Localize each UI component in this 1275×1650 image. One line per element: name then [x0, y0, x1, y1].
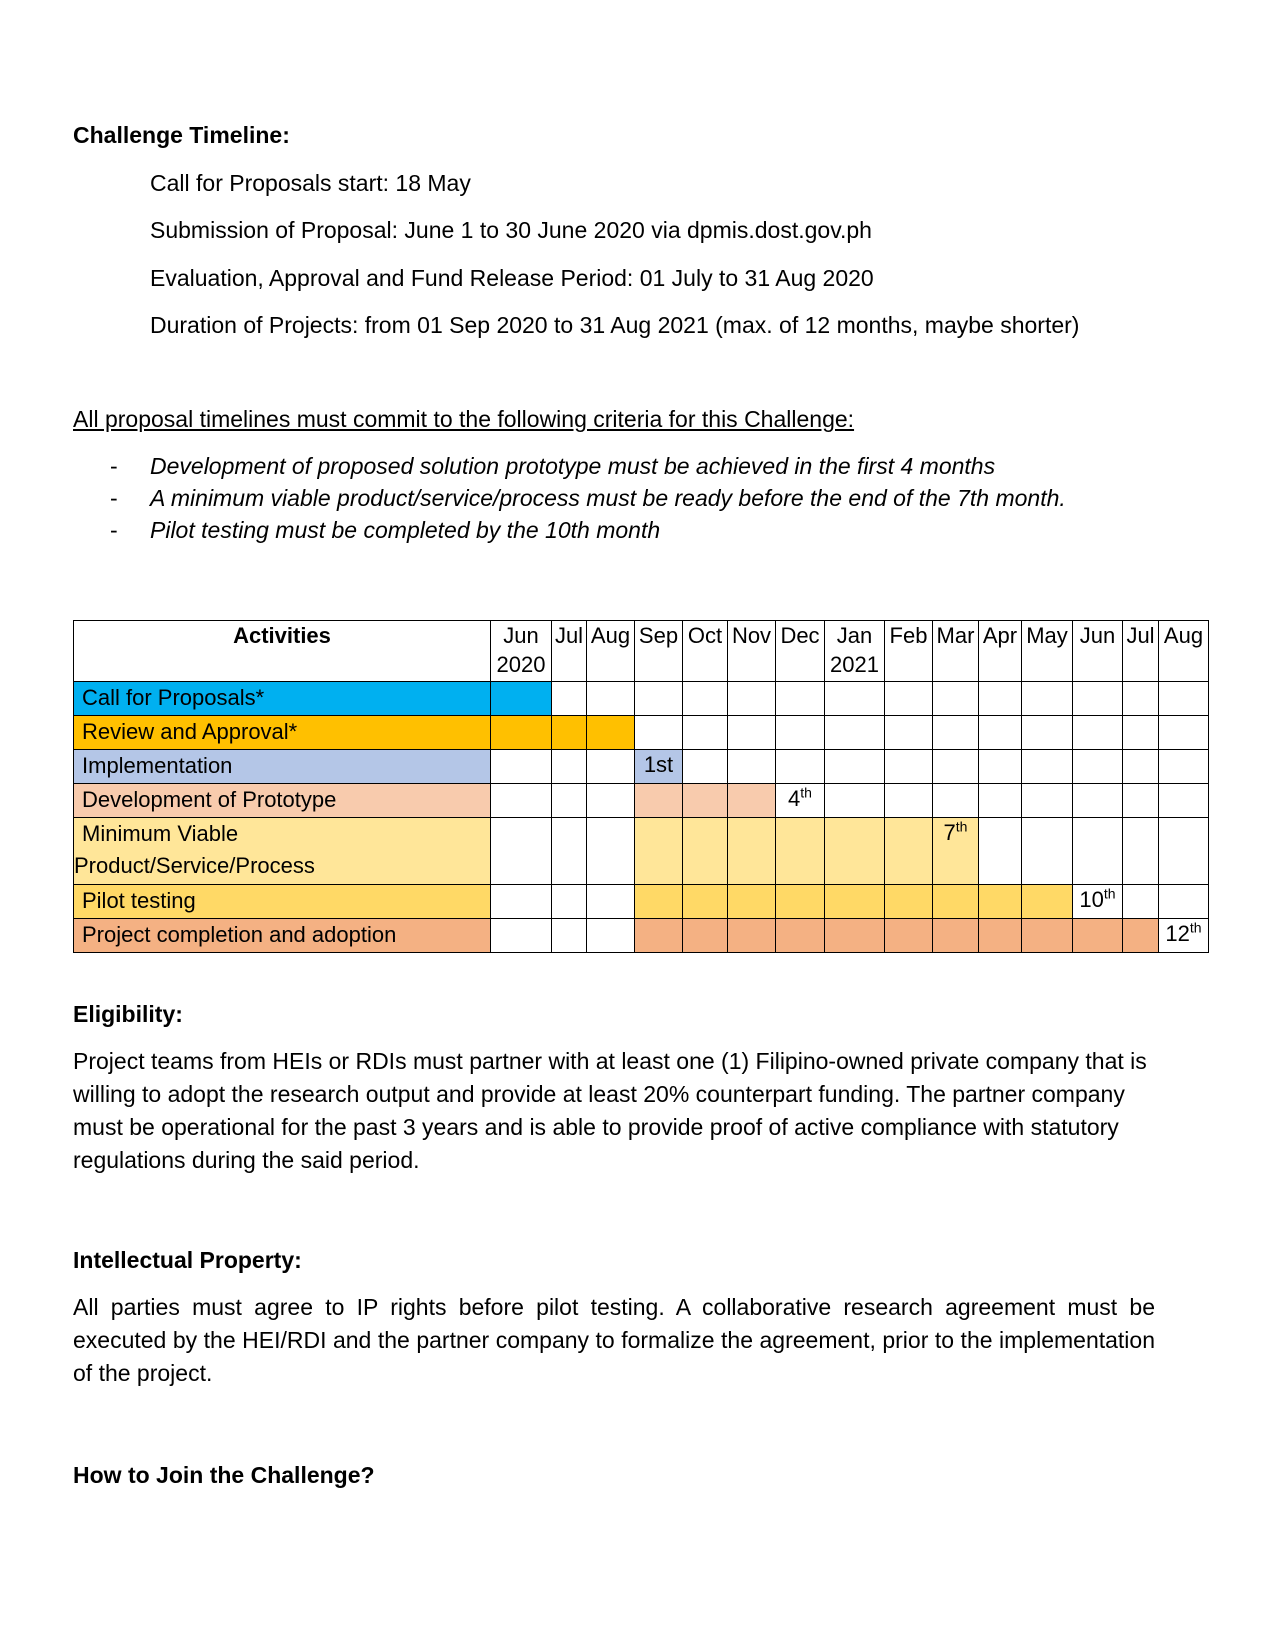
gantt-row — [74, 750, 1209, 784]
gantt-cell — [1159, 784, 1209, 818]
gantt-cell — [587, 818, 635, 885]
gantt-cell — [933, 750, 979, 784]
activity-label: Pilot testing — [74, 885, 491, 919]
activity-label: Project completion and adoption — [74, 919, 491, 953]
gantt-cell — [1022, 784, 1073, 818]
gantt-cell — [728, 919, 776, 953]
milestone-suffix: th — [800, 784, 812, 801]
milestone-suffix: th — [1189, 919, 1202, 936]
gantt-cell — [776, 682, 825, 716]
gantt-cell — [587, 750, 635, 784]
gantt-cell — [1123, 716, 1159, 750]
ip-text: All parties must agree to IP rights before pilot testing. A collaborative research agreement must be executed by the HEI/RDI and the partner company to formalize the agreement, prior to the implementation of the project. — [73, 1294, 1155, 1386]
gantt-cell — [683, 784, 728, 818]
gantt-cell — [933, 818, 979, 885]
month-label: Feb — [889, 623, 928, 648]
gantt-cell — [635, 784, 683, 818]
month-header — [1073, 621, 1123, 682]
gantt-cell — [933, 885, 979, 919]
gantt-cell — [776, 784, 825, 818]
gantt-cell — [552, 885, 587, 919]
gantt-row — [74, 682, 1209, 716]
gantt-cell — [635, 682, 683, 716]
year-label: 2021 — [830, 652, 879, 677]
gantt-cell — [1123, 885, 1159, 919]
milestone-label: 1st — [643, 752, 674, 777]
gantt-cell — [587, 784, 635, 818]
gantt-cell — [491, 885, 552, 919]
gantt-cell — [979, 919, 1022, 953]
gantt-header-row — [74, 621, 1209, 682]
gantt-cell — [776, 750, 825, 784]
bullet-dash: - — [110, 517, 118, 543]
gantt-cell — [635, 716, 683, 750]
timeline-evaluation-line: Evaluation, Approval and Fund Release Period: 01 July to 31 Aug 2020 — [150, 265, 874, 291]
gantt-cell — [587, 919, 635, 953]
timeline-call-line: Call for Proposals start: 18 May — [150, 170, 471, 196]
timeline-submission-line: Submission of Proposal: June 1 to 30 June 2020 via dpmis.dost.gov.ph — [150, 217, 872, 243]
gantt-cell — [979, 885, 1022, 919]
gantt-cell — [552, 919, 587, 953]
gantt-cell — [491, 784, 552, 818]
gantt-cell — [885, 919, 933, 953]
month-header — [1159, 621, 1209, 682]
gantt-cell — [1073, 784, 1123, 818]
gantt-row — [74, 818, 1209, 885]
month-label: Jun — [503, 623, 539, 648]
gantt-cell — [1073, 716, 1123, 750]
criteria-item: Pilot testing must be completed by the 10th month — [150, 517, 661, 543]
gantt-cell — [979, 818, 1022, 885]
gantt-cell — [587, 716, 635, 750]
eligibility-text: Project teams from HEIs or RDIs must partner with at least one (1) Filipino-owned private company that is willing to adopt the research output and provide at least 20% counterpart funding. The partner company must be operational for the past 3 years and is able to provide proof of active compliance with statutory regulations during the said period. — [73, 1048, 1147, 1173]
join-heading: How to Join the Challenge? — [73, 1462, 375, 1488]
gantt-cell — [1022, 885, 1073, 919]
gantt-cell — [1159, 750, 1209, 784]
activity-label: Call for Proposals* — [74, 682, 491, 716]
gantt-cell — [491, 682, 552, 716]
milestone-label: 10 — [1079, 887, 1104, 912]
gantt-cell — [933, 682, 979, 716]
gantt-cell — [1073, 682, 1123, 716]
gantt-cell — [885, 784, 933, 818]
activity-label: Implementation — [74, 750, 491, 784]
gantt-cell — [776, 716, 825, 750]
gantt-cell — [491, 750, 552, 784]
gantt-cell — [728, 750, 776, 784]
timeline-heading: Challenge Timeline: — [73, 122, 290, 148]
gantt-cell — [1123, 682, 1159, 716]
month-label: Sep — [638, 623, 679, 648]
activity-label: Development of Prototype — [74, 784, 491, 818]
gantt-cell — [933, 716, 979, 750]
gantt-cell — [728, 784, 776, 818]
milestone-suffix: th — [1103, 885, 1116, 902]
month-label: Jun — [1079, 623, 1116, 648]
gantt-cell — [683, 885, 728, 919]
month-label: Dec — [780, 623, 820, 648]
timeline-duration-line: Duration of Projects: from 01 Sep 2020 to 31 Aug 2021 (max. of 12 months, maybe shorter) — [150, 312, 1080, 338]
milestone-label: 7 — [943, 820, 956, 845]
month-header — [1123, 621, 1159, 682]
gantt-cell — [885, 885, 933, 919]
activity-label-line: Product/Service/Process — [74, 853, 315, 878]
gantt-cell — [825, 784, 885, 818]
gantt-cell — [728, 716, 776, 750]
gantt-cell — [885, 682, 933, 716]
month-header — [933, 621, 979, 682]
milestone-suffix: th — [955, 818, 968, 835]
gantt-cell — [1073, 750, 1123, 784]
month-header — [728, 621, 776, 682]
gantt-cell — [728, 682, 776, 716]
month-header — [1022, 621, 1073, 682]
gantt-cell — [1073, 818, 1123, 885]
gantt-cell — [1022, 919, 1073, 953]
gantt-cell — [979, 750, 1022, 784]
gantt-cell — [552, 750, 587, 784]
month-header — [552, 621, 587, 682]
gantt-cell — [1159, 818, 1209, 885]
milestone-label: 12 — [1165, 921, 1190, 946]
gantt-cell — [635, 919, 683, 953]
activity-label — [74, 818, 491, 885]
criteria-item: A minimum viable product/service/process must be ready before the end of the 7th month. — [150, 485, 1066, 511]
gantt-cell — [1123, 784, 1159, 818]
gantt-row — [74, 885, 1209, 919]
gantt-row — [74, 716, 1209, 750]
gantt-cell — [1073, 885, 1123, 919]
activity-label: Review and Approval* — [74, 716, 491, 750]
gantt-cell — [1159, 682, 1209, 716]
gantt-table — [73, 620, 1209, 953]
gantt-cell — [776, 919, 825, 953]
gantt-cell — [552, 784, 587, 818]
gantt-cell — [979, 716, 1022, 750]
gantt-cell — [683, 919, 728, 953]
month-label: Oct — [687, 623, 723, 648]
bullet-dash: - — [110, 453, 118, 479]
month-label: Aug — [590, 623, 631, 648]
gantt-cell — [635, 750, 683, 784]
milestone-label: 4 — [788, 786, 801, 811]
gantt-cell — [635, 885, 683, 919]
gantt-cell — [1159, 919, 1209, 953]
gantt-cell — [683, 818, 728, 885]
gantt-cell — [552, 682, 587, 716]
gantt-cell — [1022, 716, 1073, 750]
month-header — [683, 621, 728, 682]
month-header — [491, 621, 552, 682]
gantt-cell — [683, 750, 728, 784]
gantt-cell — [1123, 750, 1159, 784]
gantt-cell — [825, 716, 885, 750]
gantt-cell — [552, 716, 587, 750]
gantt-cell — [1159, 885, 1209, 919]
gantt-cell — [587, 682, 635, 716]
year-label: 2020 — [496, 652, 546, 677]
month-header — [587, 621, 635, 682]
gantt-cell — [825, 682, 885, 716]
gantt-cell — [1159, 716, 1209, 750]
gantt-cell — [776, 885, 825, 919]
month-label: Jul — [554, 623, 584, 648]
gantt-cell — [683, 682, 728, 716]
gantt-cell — [979, 682, 1022, 716]
month-label: Mar — [936, 623, 975, 648]
gantt-cell — [491, 716, 552, 750]
month-label: Apr — [982, 623, 1018, 648]
gantt-cell — [825, 818, 885, 885]
eligibility-heading: Eligibility: — [73, 1001, 183, 1027]
gantt-cell — [491, 818, 552, 885]
gantt-cell — [933, 784, 979, 818]
gantt-row — [74, 919, 1209, 953]
gantt-cell — [885, 750, 933, 784]
gantt-cell — [1073, 919, 1123, 953]
gantt-cell — [979, 784, 1022, 818]
month-header — [635, 621, 683, 682]
month-header — [825, 621, 885, 682]
bullet-dash: - — [110, 485, 118, 511]
gantt-cell — [885, 716, 933, 750]
gantt-cell — [933, 919, 979, 953]
gantt-cell — [683, 716, 728, 750]
criteria-item: Development of proposed solution prototype must be achieved in the first 4 months — [150, 453, 996, 479]
activities-header: Activities — [74, 621, 491, 682]
gantt-cell — [825, 750, 885, 784]
gantt-cell — [491, 919, 552, 953]
gantt-cell — [825, 885, 885, 919]
month-header — [776, 621, 825, 682]
gantt-cell — [587, 885, 635, 919]
gantt-cell — [825, 919, 885, 953]
month-header — [885, 621, 933, 682]
gantt-cell — [728, 818, 776, 885]
gantt-cell — [1123, 919, 1159, 953]
criteria-intro: All proposal timelines must commit to the following criteria for this Challenge: — [73, 406, 855, 432]
gantt-cell — [635, 818, 683, 885]
gantt-cell — [1022, 750, 1073, 784]
month-label: Jul — [1126, 623, 1155, 648]
month-label: Nov — [731, 623, 772, 648]
gantt-cell — [885, 818, 933, 885]
gantt-cell — [1022, 818, 1073, 885]
gantt-cell — [1123, 818, 1159, 885]
activity-label-line: Minimum Viable — [82, 821, 239, 846]
gantt-cell — [552, 818, 587, 885]
month-label: Jan — [836, 623, 873, 648]
gantt-cell — [776, 818, 825, 885]
month-label: Aug — [1163, 623, 1204, 648]
gantt-cell — [1022, 682, 1073, 716]
month-header — [979, 621, 1022, 682]
gantt-row — [74, 784, 1209, 818]
gantt-cell — [728, 885, 776, 919]
month-label: May — [1026, 623, 1068, 648]
ip-heading: Intellectual Property: — [73, 1247, 302, 1273]
